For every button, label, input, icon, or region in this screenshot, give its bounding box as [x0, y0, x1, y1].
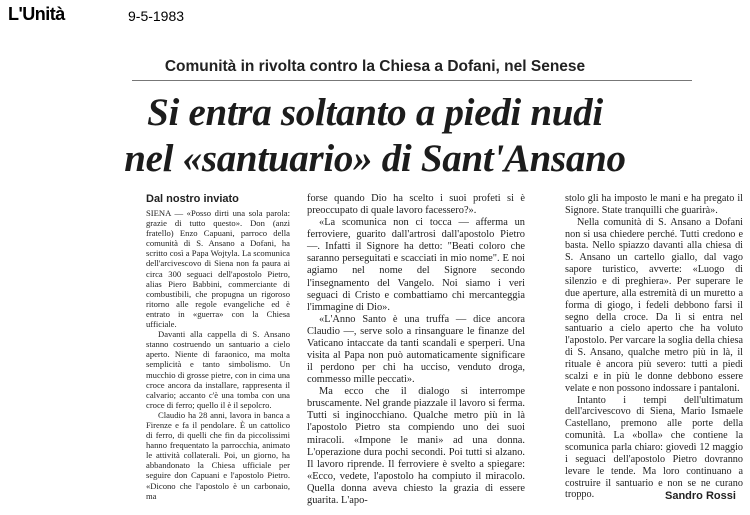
kicker: Comunità in rivolta contro la Chiesa a Dofani, nel Senese	[164, 58, 586, 75]
paragraph: SIENA — «Posso dirti una sola parola: grazie di tutto questo». Don (anzi fratello) Enzo Capuani, parroco della comunità di S. Ansano a Dofani, ha scritto così a Papa Wojtyla. La scomunica dell'arcivescovo di Siena non fa paura ai circa 300 seguaci dell'apostolo Pietro, alias Piero Babbini, commerciante di combustibili, che propugna un rigoroso ritorno alle regole evangeliche ed è entrato in «guerra» con la Chiesa ufficiale.	[146, 208, 290, 330]
byline: Dal nostro inviato	[146, 193, 239, 205]
paragraph: Claudio ha 28 anni, lavora in banca a Firenze e fa il pendolare. È un cattolico di ferro, di quelli che fin da piccolissimi hanno frequentato la parrocchia, animato le attività collaterali. Poi, un giorno, ha abbandonato la Chiesa ufficiale per seguire don Capuani e l'apostolo Pietro. «Dicono che l'apostolo è un carbonaio, ma	[146, 409, 290, 501]
headline-line-1: Si entra soltanto a piedi nudi	[147, 91, 603, 134]
paragraph: stolo gli ha imposto le mani e ha pregato il Signore. State tranquilli che guarirà».	[565, 193, 743, 216]
date: 9-5-1983	[128, 8, 185, 24]
article-column-3	[565, 193, 743, 501]
paragraph: Davanti alla cappella di S. Ansano stanno costruendo un santuario a cielo aperto. Niente di faraonico, ma molta semplicità e tanto simbolismo. Un mucchio di grosse pietre, con in cima una croce ancora da installare, rappresenta il calvario; accanto c'è una tomba con una croce di ferro; quello il è il sepolcro.	[146, 329, 290, 410]
signature: Sandro Rossi	[665, 490, 736, 502]
paragraph: «L'Anno Santo è una truffa — dice ancora Claudio —, serve solo a rinsanguare le finanze del Vaticano intaccate da tanti scandali e sperperi. Una visita al Papa non può automaticamente significare il perdono per chi ha ucciso, venduto droga, commesso mille peccati».	[307, 313, 525, 386]
article-column-1	[146, 208, 290, 501]
paragraph: Nella comunità di S. Ansano a Dofani non si usa chiedere perché. Tutti credono e basta. Nello spiazzo davanti alla chiesa di S. Ansano un cartello giallo, dal vago sapore turistico, avverte: «Luogo di silenzio e di preghiera». Per superare le due aperture, alla estremità di un muretto a forma di giogo, i fedeli debbono farsi il segno della croce. Da lì si entra nel santuario a cielo aperto che ha voluto l'apostolo. Per varcare la soglia della chiesa di S. Ansano, qualche metro più in là, il rituale è ancora più severo: tutti a piedi scalzi e in più le donne debbono essere velate e non possono indossare i pantaloni.	[565, 216, 743, 394]
article-column-2	[307, 193, 525, 507]
paragraph: «La scomunica non ci tocca — afferma un ferroviere, guarito dall'artrosi dall'apostolo Pietro —. Infatti il Signore ha detto: "Beati coloro che saranno perseguitati e scacciati in mio nome". E noi agiamo nel nome del Signore secondo l'insegnamento del Vangelo. Noi siamo i veri seguaci di Cristo e combattiamo chi mercanteggia l'immagine di Dio».	[307, 217, 525, 313]
paragraph: forse quando Dio ha scelto i suoi profeti si è preoccupato di quale lavoro facessero?».	[307, 193, 525, 217]
masthead: L'Unità	[8, 4, 65, 24]
paragraph: Intanto i tempi dell'ultimatum dell'arcivescovo di Siena, Mario Ismaele Castellano, premono alle porte della comunità. La «bolla» che contiene la scomunica parla chiaro: giovedì 12 maggio i seguaci dell'apostolo Pietro dovranno levare le tende. Ma loro continuano a costruire il santuario e non se ne curano troppo.	[565, 394, 743, 501]
paragraph: Ma ecco che il dialogo si interrompe bruscamente. Nel grande piazzale il lavoro si ferma. Tutti si inginocchiano. Qualche metro più in là l'apostolo Pietro sta compiendo uno dei suoi miracoli. «Impone le mani» ad una donna. L'operazione dura pochi secondi. Poi tutti si alzano. Il lavoro riprende. Il ferroviere è svelto a spiegare: «Ecco, vedete, l'apostolo ha compiuto il miracolo. Quella donna aveva chiesto la grazia di essere guarita. L'apo-	[307, 386, 525, 506]
headline-line-2: nel «santuario» di Sant'Ansano	[124, 137, 626, 180]
kicker-rule	[132, 80, 692, 81]
headline	[0, 90, 750, 182]
